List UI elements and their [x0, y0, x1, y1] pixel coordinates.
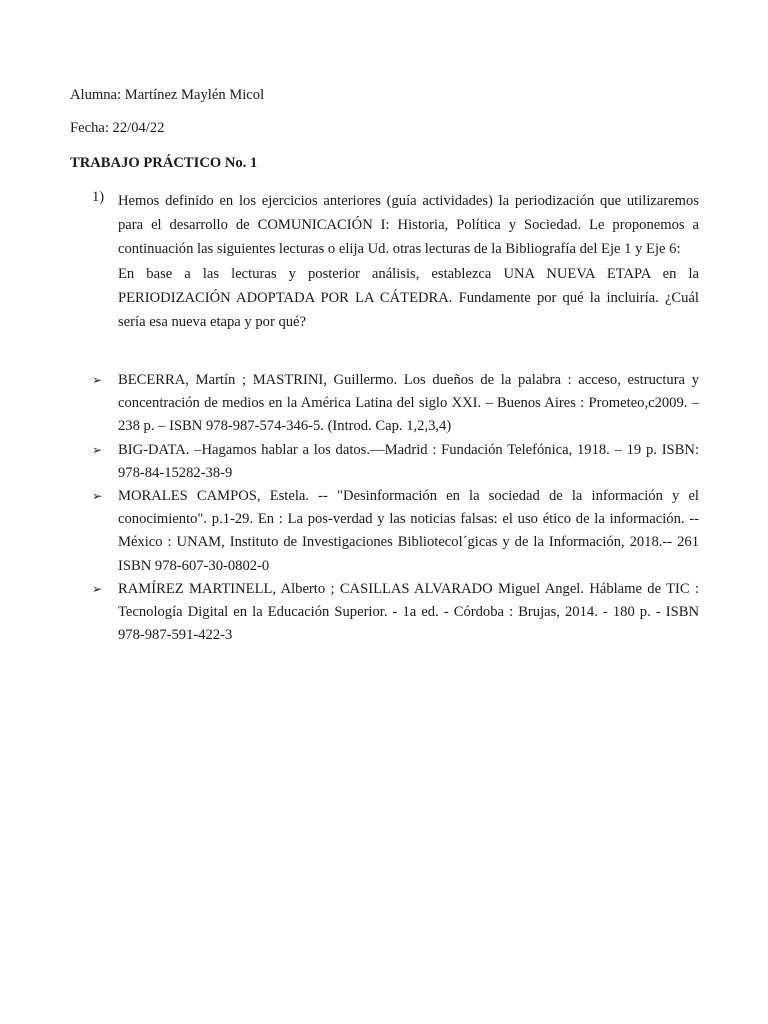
- arrowhead-bullet-icon: ➢: [92, 373, 103, 387]
- arrowhead-bullet-icon: ➢: [92, 489, 103, 504]
- question-paragraph-1: Hemos definido en los ejercicios anteriores (guía actividades) la periodización que utilizaremos para el desarrollo de COMUNICACIÓN I: Historia, Política y Sociedad. Le proponemos a continuación las siguientes lecturas o elija Ud. otras lecturas de la Bibliografía del Eje 1 y Eje 6:: [118, 193, 699, 258]
- date-line: Fecha: 22/04/22: [70, 120, 165, 136]
- bibliography-item: [92, 578, 699, 648]
- bibliography-item: [92, 485, 699, 578]
- question-1: [92, 189, 699, 334]
- assignment-title: TRABAJO PRÁCTICO No. 1: [70, 155, 258, 171]
- question-number: 1): [92, 189, 105, 205]
- arrowhead-bullet-icon: ➢: [92, 581, 103, 596]
- question-paragraph-2: En base a las lecturas y posterior análisis, establezca UNA NUEVA ETAPA en la PERIODIZACIÓN ADOPTADA POR LA CÁTEDRA. Fundamente por qué la incluiría. ¿Cuál sería esa nueva etapa y por qué?: [118, 265, 699, 331]
- bibliography-item-text: MORALES CAMPOS, Estela. -- "Desinformación en la sociedad de la información y el conocimiento". p.1-29. En : La pos-verdad y las noticias falsas: el uso ético de la información. --México : UNAM, Instituto de Investigaciones Bibliotecol´gicas y de la Información, 2018.-- 261 ISBN 978-607-30-0802-0: [118, 488, 699, 574]
- bibliography-list: [92, 369, 699, 647]
- bibliography-item: [92, 439, 699, 485]
- bibliography-item-text: BIG-DATA. –Hagamos hablar a los datos.—Madrid : Fundación Telefónica, 1918. – 19 p. ISBN: 978-84-15282-38-9: [118, 441, 699, 481]
- question-body: [118, 189, 699, 334]
- student-name-line: Alumna: Martínez Maylén Micol: [70, 87, 265, 103]
- bibliography-item-text: BECERRA, Martín ; MASTRINI, Guillermo. Los dueños de la palabra : acceso, estructura y concentración de medios en la América Latina del siglo XXI. – Buenos Aires : Prometeo,c2009. – 238 p. – ISBN 978-987-574-346-5. (Introd. Cap. 1,2,3,4): [118, 372, 699, 435]
- arrowhead-bullet-icon: ➢: [92, 442, 103, 457]
- bibliography-item: [92, 369, 699, 439]
- bibliography-item-text: RAMÍREZ MARTINELL, Alberto ; CASILLAS ALVARADO Miguel Angel. Háblame de TIC : Tecnología Digital en la Educación Superior. - 1a ed. - Córdoba : Brujas, 2014. - 180 p. - ISBN 978-987-591-422-3: [118, 580, 699, 644]
